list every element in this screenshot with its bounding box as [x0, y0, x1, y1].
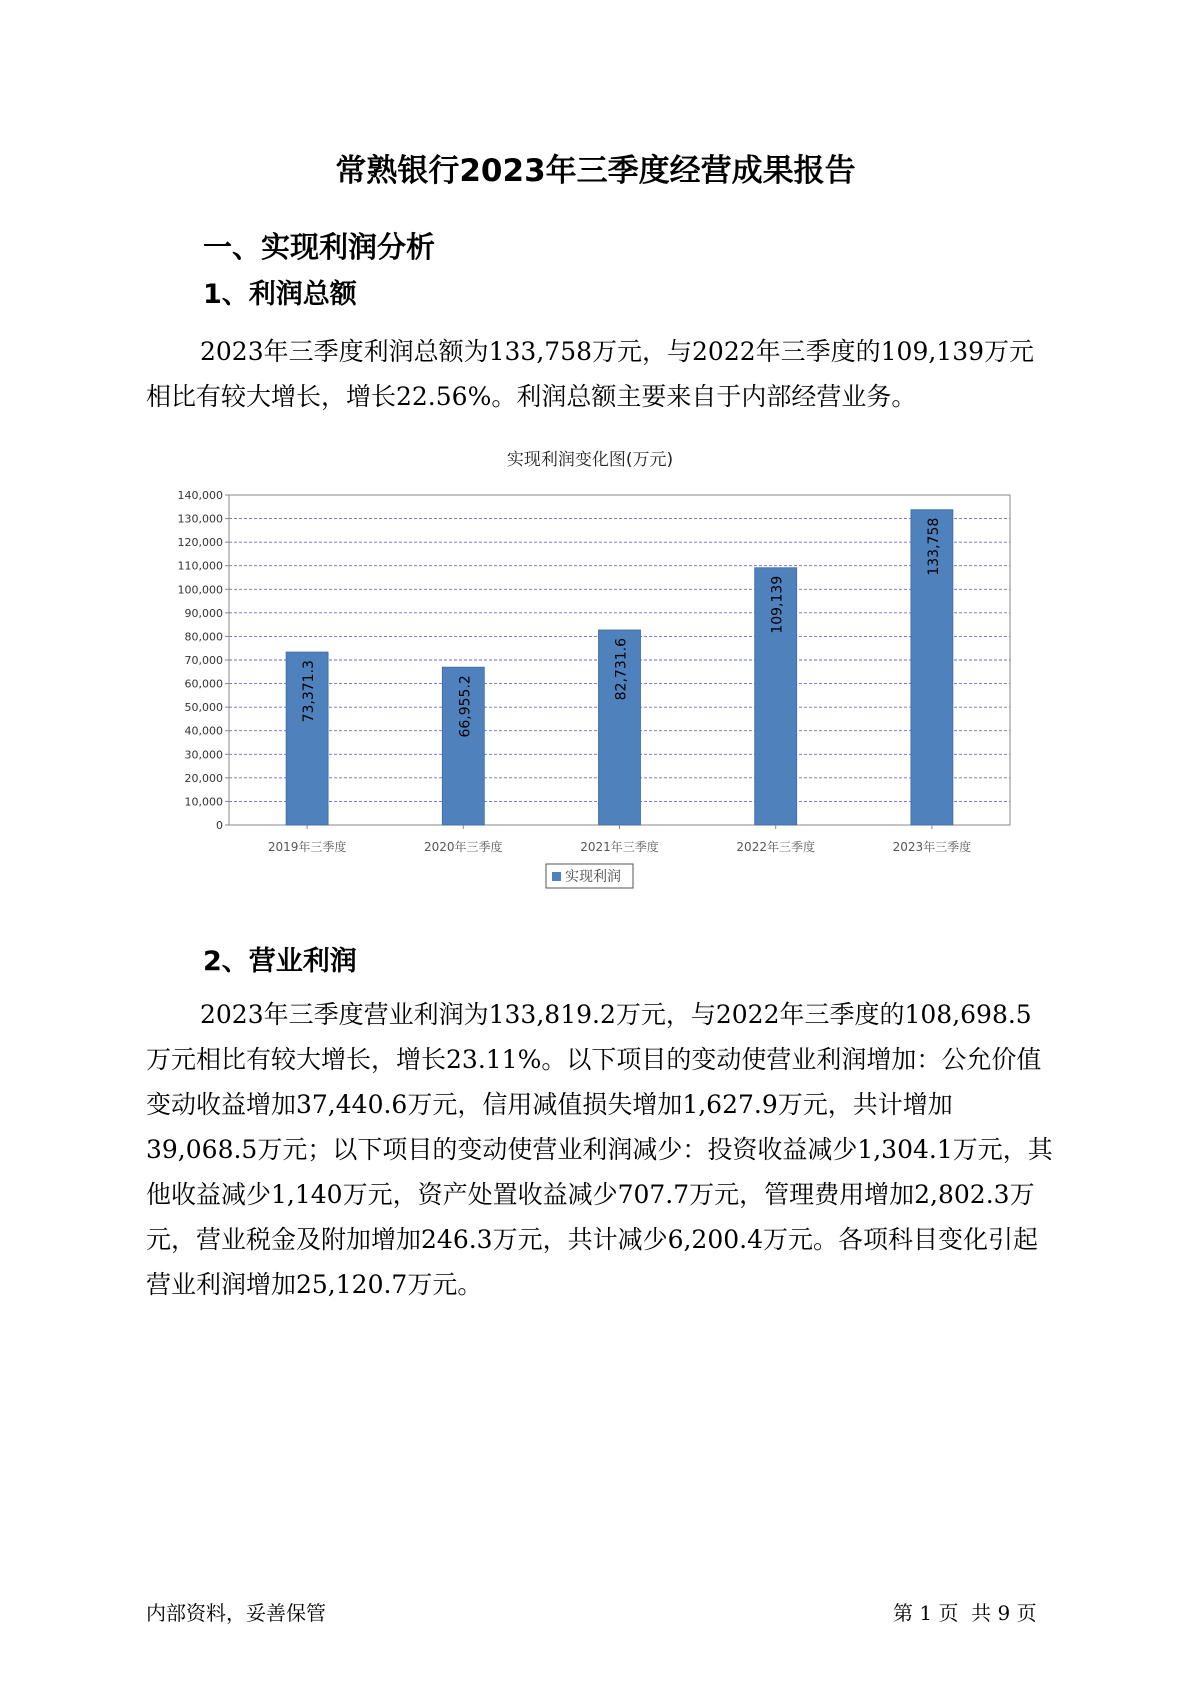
bar-value-label: 109,139	[769, 575, 786, 634]
x-tick-label: 2022年三季度	[736, 840, 815, 854]
document-title: 常熟银行2023年三季度经营成果报告	[335, 153, 856, 189]
y-tick-label: 60,000	[184, 677, 223, 691]
y-tick-label: 120,000	[177, 536, 223, 550]
subsection-heading-operating-profit: 2、营业利润	[203, 946, 357, 977]
footer-confidential: 内部资料，妥善保管	[146, 1601, 326, 1625]
x-tick-label: 2023年三季度	[892, 840, 972, 854]
x-tick-label: 2021年三季度	[580, 840, 659, 854]
profit-bar-chart	[150, 440, 1020, 910]
y-tick-label: 130,000	[177, 512, 223, 526]
bar-value-label: 66,955.2	[457, 675, 474, 738]
x-tick-label: 2020年三季度	[424, 840, 503, 854]
y-tick-label: 70,000	[184, 654, 223, 667]
y-tick-label: 40,000	[184, 724, 223, 738]
legend-swatch	[552, 872, 561, 881]
x-tick-label: 2019年三季度	[267, 840, 347, 854]
y-tick-label: 0	[216, 819, 223, 832]
y-tick-label: 30,000	[184, 748, 223, 762]
y-tick-label: 10,000	[184, 795, 223, 809]
footer-page-number: 第 1 页 共 9 页	[893, 1601, 1037, 1625]
y-tick-label: 140,000	[177, 489, 223, 502]
section-heading: 一、实现利润分析	[203, 230, 436, 264]
y-tick-label: 80,000	[184, 630, 223, 644]
bar-value-label: 82,731.6	[613, 637, 630, 701]
bar-value-label: 73,371.3	[301, 660, 318, 723]
y-tick-label: 100,000	[177, 583, 223, 597]
total-profit-paragraph: 2023年三季度利润总额为133,758万元，与2022年三季度的109,139万元相比有较大增长，增长22.56%。利润总额主要来自于内部经营业务。	[146, 337, 1035, 411]
operating-profit-paragraph: 2023年三季度营业利润为133,819.2万元，与2022年三季度的108,698.5万元相比有较大增长，增长23.11%。以下项目的变动使营业利润增加：公允价值变动收益增加37,440.6万元，信用减值损失增加1,627.9万元，共计增加39,068.5万元；以下项目的变动使营业利润减少：投资收益减少1,304.1万元，其他收益减少1,140万元，资产处置收益减少707.7万元，管理费用增加2,802.3万元，营业税金及附加增加246.3万元，共计减少6,200.4万元。各项科目变化引起营业利润增加25,120.7万元。	[146, 1000, 1053, 1299]
y-tick-label: 50,000	[184, 701, 223, 715]
y-tick-label: 110,000	[177, 559, 223, 573]
bar-value-label: 133,758	[925, 517, 942, 576]
chart-title: 实现利润变化图(万元)	[506, 450, 674, 470]
subsection-heading-total-profit: 1、利润总额	[203, 279, 357, 310]
y-tick-label: 90,000	[184, 606, 223, 620]
legend-label: 实现利润	[565, 869, 621, 885]
y-tick-label: 20,000	[184, 771, 223, 785]
